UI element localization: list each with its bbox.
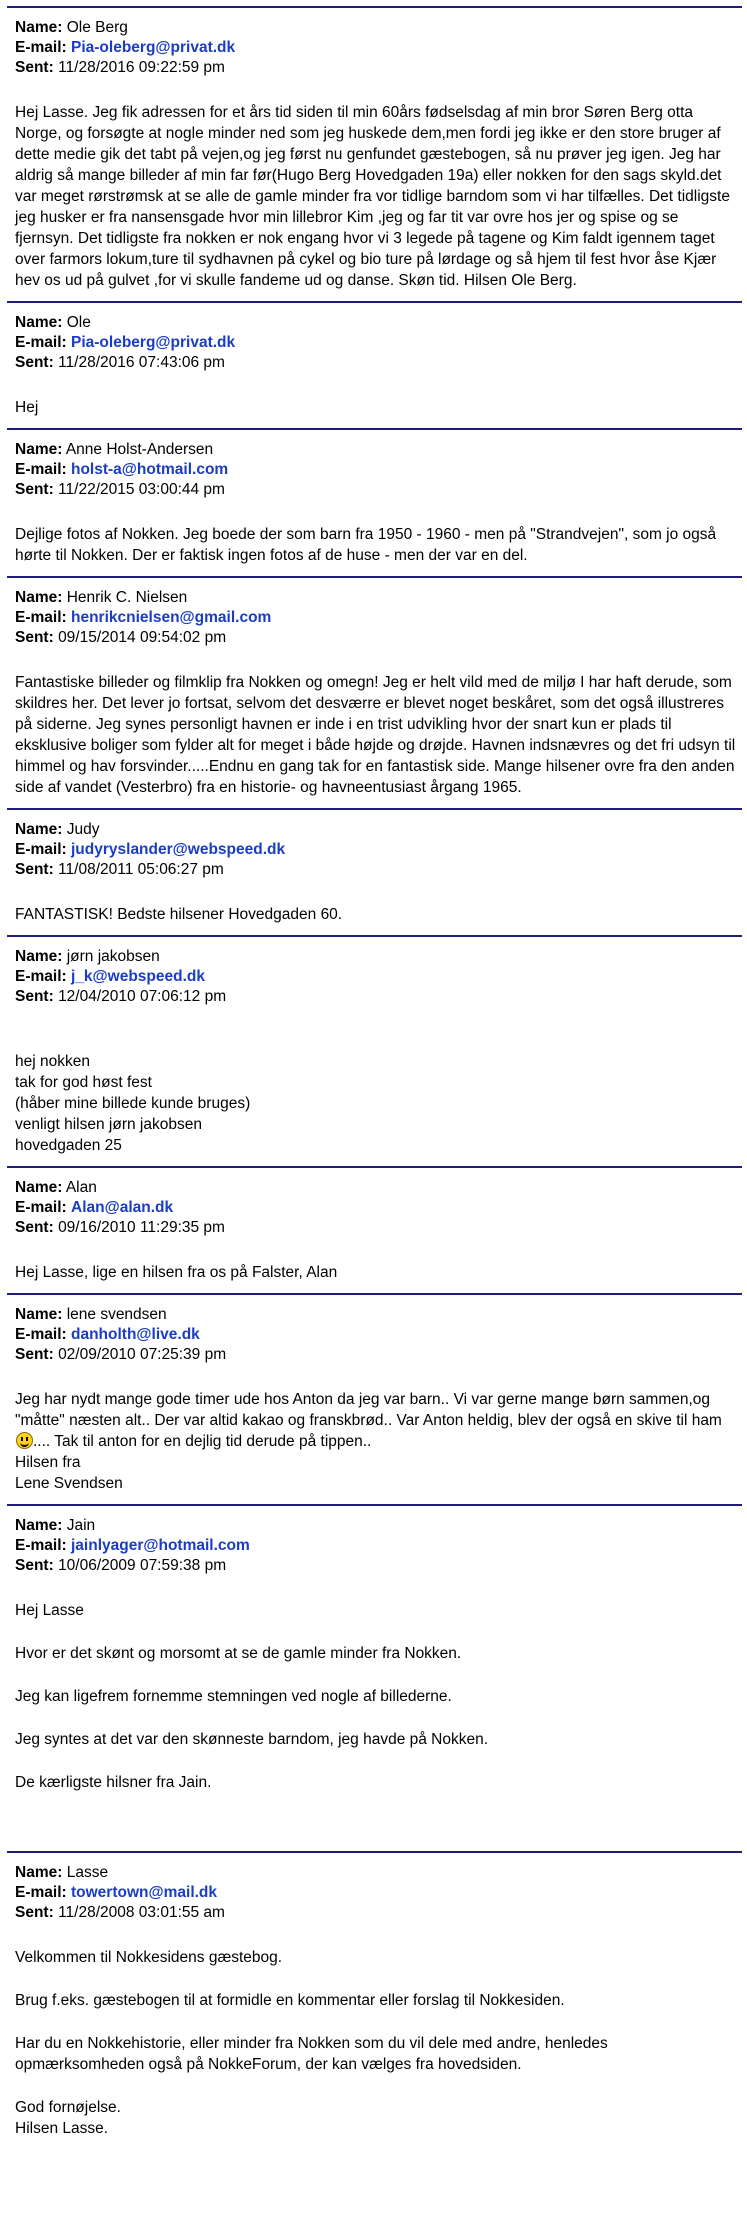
entry-message — [15, 904, 736, 925]
message-paragraph: Hej Lasse, lige en hilsen fra os på Falster, Alan — [15, 1264, 338, 1281]
entry-message — [15, 102, 736, 291]
message-paragraph: Jeg kan ligefrem fornemme stemningen ved nogle af billederne. — [15, 1688, 452, 1705]
guestbook-entry — [7, 1504, 742, 1793]
email-label: E-mail: — [15, 841, 67, 858]
email-label: E-mail: — [15, 1326, 67, 1343]
entry-email-link[interactable]: holst-a@hotmail.com — [71, 461, 229, 478]
entry-name: Henrik C. Nielsen — [66, 589, 188, 606]
message-line: venligt hilsen jørn jakobsen — [15, 1116, 202, 1133]
entry-name: Jain — [66, 1517, 96, 1534]
entry-sent-date: 10/06/2009 07:59:38 pm — [58, 1557, 227, 1574]
entry-name-line — [15, 18, 736, 38]
message-line: hej nokken — [15, 1053, 90, 1070]
name-label: Name: — [15, 1179, 63, 1196]
entry-sent-line — [15, 628, 736, 648]
entry-email-line — [15, 333, 736, 353]
guestbook-entry — [7, 301, 742, 418]
entry-email-link[interactable]: j_k@webspeed.dk — [71, 968, 205, 985]
message-paragraph: Dejlige fotos af Nokken. Jeg boede der som barn fra 1950 - 1960 - men på "Strandvejen", som jo også hørte til Nokken. Der er faktisk ingen fotos af de huse - men der var en del. — [15, 526, 717, 564]
message-line: (håber mine billede kunde bruges) — [15, 1095, 251, 1112]
entry-email-line — [15, 1198, 736, 1218]
name-label: Name: — [15, 821, 63, 838]
entry-sent-date: 11/08/2011 05:06:27 pm — [58, 861, 224, 878]
message-paragraph: Hej — [15, 399, 39, 416]
entry-message — [15, 397, 736, 418]
entry-message — [15, 1051, 736, 1156]
message-text-with-smiley — [15, 1389, 736, 1452]
entry-name: Alan — [65, 1179, 97, 1196]
entry-name-line — [15, 588, 736, 608]
entry-sent-line — [15, 1218, 736, 1238]
message-paragraph: Jeg syntes at det var den skønneste barndom, jeg havde på Nokken. — [15, 1731, 489, 1748]
entry-sent-line — [15, 480, 736, 500]
guestbook-entry — [7, 1293, 742, 1494]
entry-message — [15, 672, 736, 798]
entry-sent-date: 09/15/2014 09:54:02 pm — [58, 629, 227, 646]
message-line: tak for god høst fest — [15, 1074, 152, 1091]
name-label: Name: — [15, 1306, 63, 1323]
message-paragraph: Brug f.eks. gæstebogen til at formidle en kommentar eller forslag til Nokkesiden. — [15, 1992, 565, 2009]
entry-email-link[interactable]: Pia-oleberg@privat.dk — [71, 39, 236, 56]
entry-sent-date: 11/22/2015 03:00:44 pm — [58, 481, 225, 498]
guestbook-entry — [7, 1166, 742, 1283]
entry-name: Ole Berg — [66, 19, 128, 36]
entry-message — [15, 1262, 736, 1283]
sent-label: Sent: — [15, 1557, 54, 1574]
entry-email-line — [15, 1536, 736, 1556]
entry-name: jørn jakobsen — [66, 948, 160, 965]
message-paragraph: God fornøjelse. Hilsen Lasse. — [15, 2099, 121, 2137]
entry-message — [15, 1600, 736, 1793]
message-text-part: Jeg har nydt mange gode timer ude hos Anton da jeg var barn.. Vi var gerne mange børn sammen,og "måtte" næsten alt.. Der var altid kakao og franskbrød.. Var Anton heldig, blev der også en skive til ham — [15, 1391, 722, 1429]
sent-label: Sent: — [15, 481, 54, 498]
entry-name-line — [15, 440, 736, 460]
guestbook-entry — [7, 428, 742, 566]
name-label: Name: — [15, 1864, 63, 1881]
email-label: E-mail: — [15, 1199, 67, 1216]
message-paragraph: Hej Lasse — [15, 1602, 84, 1619]
entry-sent-line — [15, 987, 736, 1007]
message-paragraph: Hej Lasse. Jeg fik adressen for et års tid siden til min 60års fødselsdag af min bror Søren Berg otta Norge, og forsøgte at nogle minder ned som jeg huskede dem,men fordi jeg ikke er den store bruger af dette medie gik det tabt på vejen,og jeg først nu genfundet gæstebogen, så nu prøver jeg igen. Jeg har aldrig så mange billeder af min far før(Hugo Berg Hovedgaden 19a) eller nokken for den sags skyld.det var meget rørstrømsk at se alle de gamle minder fra vor tidlige barndom som vi har tilfælles. Det tidligste jeg husker er fra nansensgade hvor min lillebror Kim ,jeg og far tit var ovre hos jer og spise og se fjernsyn. Det tidligste fra nokken er nok engang hvor vi 3 legede på tagene og Kim faldt igennem taget over farmors lokum,ture til sydhavnen på cykel og bio ture på lørdage og så hjem til fest hvor åse Kjær hev os ud på gulvet ,for vi skulle fandeme ud og danse. Skøn tid. Hilsen Ole Berg. — [15, 104, 730, 289]
guestbook — [7, 0, 742, 2139]
message-paragraph: Hvor er det skønt og morsomt at se de gamle minder fra Nokken. — [15, 1645, 462, 1662]
message-paragraph: FANTASTISK! Bedste hilsener Hovedgaden 60. — [15, 906, 343, 923]
email-label: E-mail: — [15, 609, 67, 626]
entry-name: Lasse — [66, 1864, 109, 1881]
entry-name: Judy — [66, 821, 100, 838]
entry-message — [15, 1389, 736, 1494]
sent-label: Sent: — [15, 629, 54, 646]
guestbook-entry — [7, 6, 742, 291]
entry-email-line — [15, 1325, 736, 1345]
entry-email-link[interactable]: judyryslander@webspeed.dk — [71, 841, 286, 858]
guestbook-entry — [7, 576, 742, 798]
entry-sent-line — [15, 353, 736, 373]
entry-name-line — [15, 820, 736, 840]
entry-email-link[interactable]: jainlyager@hotmail.com — [71, 1537, 250, 1554]
entry-name-line — [15, 1516, 736, 1536]
entry-sent-line — [15, 1556, 736, 1576]
name-label: Name: — [15, 589, 63, 606]
email-label: E-mail: — [15, 1537, 67, 1554]
guestbook-entry — [7, 808, 742, 925]
entry-sent-date: 11/28/2016 07:43:06 pm — [58, 354, 225, 371]
entry-email-link[interactable]: danholth@live.dk — [71, 1326, 200, 1343]
entry-name-line — [15, 313, 736, 333]
message-paragraph: Velkommen til Nokkesidens gæstebog. — [15, 1949, 283, 1966]
message-paragraph: De kærligste hilsner fra Jain. — [15, 1774, 212, 1791]
entry-sent-date: 02/09/2010 07:25:39 pm — [58, 1346, 227, 1363]
entry-sent-line — [15, 1903, 736, 1923]
entry-email-link[interactable]: Pia-oleberg@privat.dk — [71, 334, 236, 351]
name-label: Name: — [15, 1517, 63, 1534]
entry-sent-line — [15, 860, 736, 880]
entry-name: Ole — [66, 314, 91, 331]
entry-sent-date: 11/28/2016 09:22:59 pm — [58, 59, 225, 76]
message-text-part: .... Tak til anton for en dejlig tid derude på tippen.. — [33, 1433, 372, 1450]
sent-label: Sent: — [15, 1219, 54, 1236]
message-paragraph: Har du en Nokkehistorie, eller minder fra Nokken som du vil dele med andre, henledes opmærksomheden også på NokkeForum, der kan vælges fra hovedsiden. — [15, 2035, 608, 2073]
sent-label: Sent: — [15, 354, 54, 371]
guestbook-entry — [7, 935, 742, 1156]
sent-label: Sent: — [15, 59, 54, 76]
entry-message — [15, 524, 736, 566]
entry-sent-date: 11/28/2008 03:01:55 am — [58, 1904, 225, 1921]
entry-email-link[interactable]: Alan@alan.dk — [71, 1199, 174, 1216]
entry-email-line — [15, 840, 736, 860]
entry-email-link[interactable]: henrikcnielsen@gmail.com — [71, 609, 272, 626]
entry-name: Anne Holst-Andersen — [65, 441, 214, 458]
entry-name-line — [15, 1305, 736, 1325]
name-label: Name: — [15, 948, 63, 965]
entry-email-line — [15, 38, 736, 58]
sent-label: Sent: — [15, 988, 54, 1005]
entry-sent-date: 12/04/2010 07:06:12 pm — [58, 988, 227, 1005]
email-label: E-mail: — [15, 968, 67, 985]
entry-email-line — [15, 608, 736, 628]
name-label: Name: — [15, 441, 63, 458]
entry-sent-line — [15, 1345, 736, 1365]
sent-label: Sent: — [15, 1346, 54, 1363]
entry-email-line — [15, 1883, 736, 1903]
email-label: E-mail: — [15, 1884, 67, 1901]
email-label: E-mail: — [15, 39, 67, 56]
entry-name-line — [15, 1863, 736, 1883]
entry-name-line — [15, 947, 736, 967]
message-paragraph: Fantastiske billeder og filmklip fra Nokken og omegn! Jeg er helt vild med de miljø I har haft derude, som skildres her. Det lever jo fortsat, selvom det desværre er blevet noget beskåret, som det også illustreres på siderne. Jeg synes personligt havnen er inde i en trist udvikling hvor der snart kun er plads til eksklusive boliger som fylder alt for meget i både højde og drøjde. Havnen indsnævres og det fri udsyn til himmel og hav forsvinder.....Endnu en gang tak for en fantastisk side. Mange hilsener ovre fra den anden side af vandet (Vesterbro) fra en historie- og havneentusiast årgang 1965. — [15, 674, 736, 796]
email-label: E-mail: — [15, 334, 67, 351]
smiley-icon — [16, 1432, 33, 1449]
sent-label: Sent: — [15, 1904, 54, 1921]
name-label: Name: — [15, 314, 63, 331]
email-label: E-mail: — [15, 461, 67, 478]
message-line: Hilsen fra — [15, 1454, 81, 1471]
entry-email-link[interactable]: towertown@mail.dk — [71, 1884, 218, 1901]
guestbook-entry — [7, 1851, 742, 2139]
entry-message — [15, 1947, 736, 2139]
sent-label: Sent: — [15, 861, 54, 878]
message-line: hovedgaden 25 — [15, 1137, 122, 1154]
entry-sent-line — [15, 58, 736, 78]
entry-sent-date: 09/16/2010 11:29:35 pm — [58, 1219, 225, 1236]
name-label: Name: — [15, 19, 63, 36]
entry-name-line — [15, 1178, 736, 1198]
message-line: Lene Svendsen — [15, 1475, 123, 1492]
entry-email-line — [15, 460, 736, 480]
entry-name: lene svendsen — [66, 1306, 167, 1323]
entry-email-line — [15, 967, 736, 987]
